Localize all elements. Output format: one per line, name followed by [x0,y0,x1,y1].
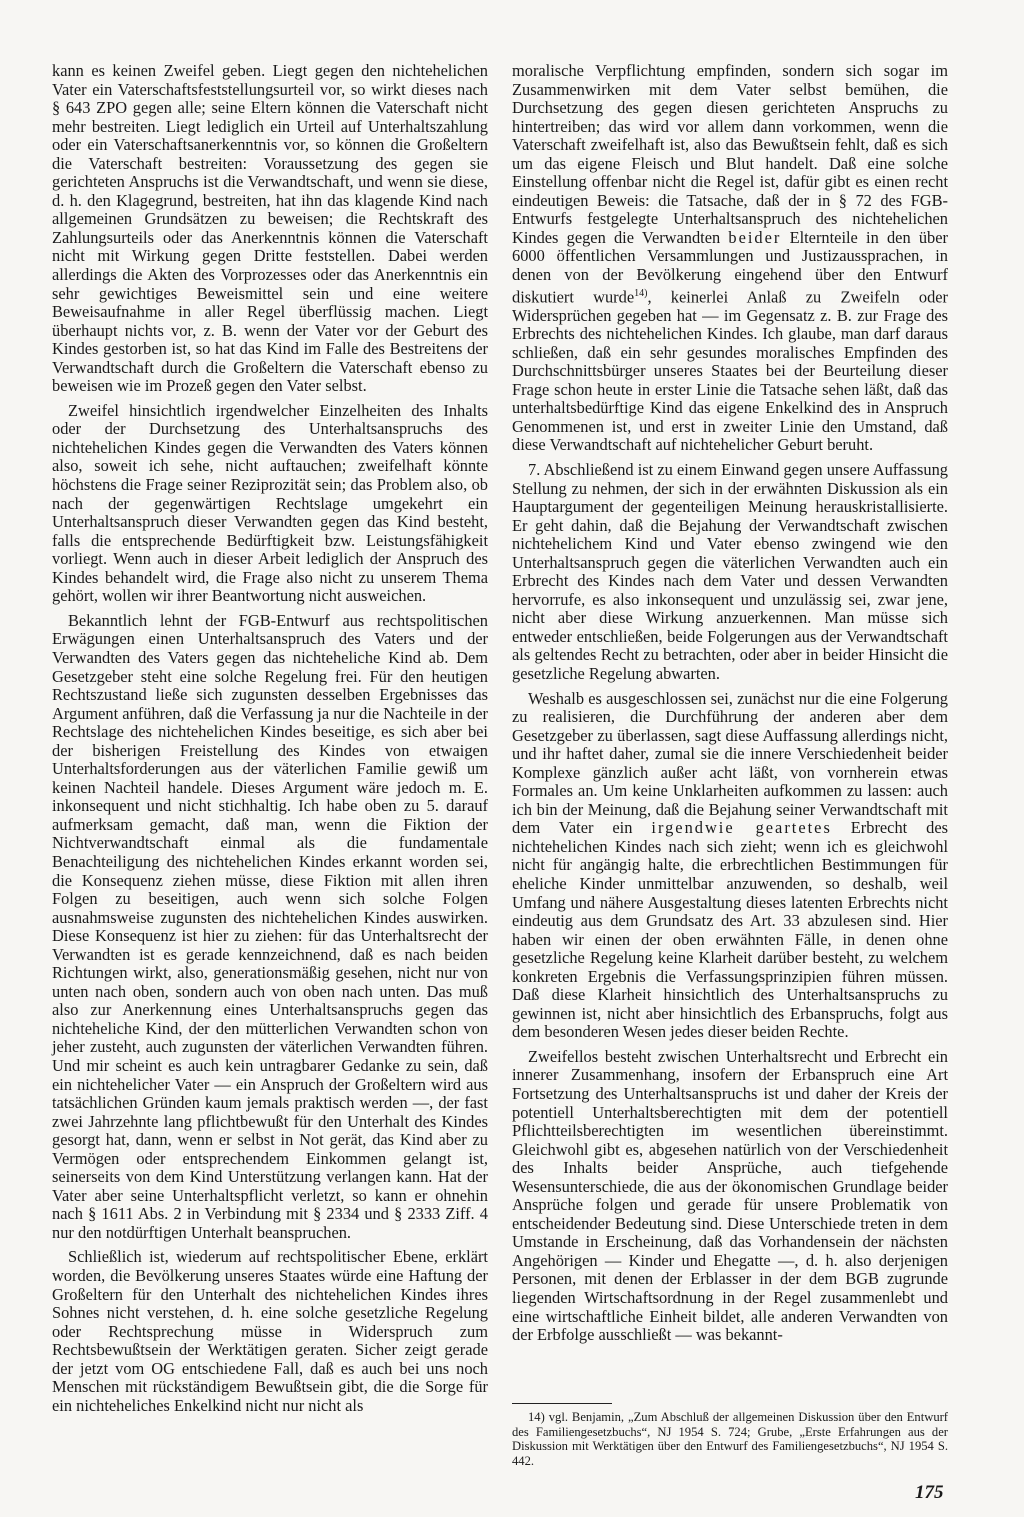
footnote-reference: 14) [634,287,648,299]
emphasized-text: irgendwie geartetes [651,818,832,838]
left-column [52,62,488,1421]
paragraph: moralische Verpflichtung empfinden, sondern sich sogar im Zusammenwirken mit dem Vater selbst bemühen, die Durchsetzung des gegen diesen gerichteten Anspruchs zu hintertreiben; das wird vor allem dann vorkommen, wenn die Vaterschaft zweifelhaft ist, also das Bewußtsein fehlt, daß es sich um das eigene Fleisch und Blut handelt. Daß eine solche Einstellung offenbar nicht die Regel ist, dafür gibt es einen recht eindeutigen Beweis: die Tatsache, daß der in § 72 des FGB-Entwurfs festgelegte Unterhaltsanspruch des nichtehelichen Kindes gegen die Verwandten beider Elternteile in den über 6000 öffentlichen Versammlungen und Justizaussprachen, in denen von der Bevölkerung eingehend über den Entwurf diskutiert wurde$^{14)}$, keinerlei Anlaß zu Zweifeln oder Widersprüchen gegeben hat — im Gegensatz z. B. zur Frage des Erbrechts des nichtehelichen Kindes. Ich glaube, man darf daraus schließen, daß ein sehr gesundes moralisches Empfinden des Durchschnittsbürger unseres Staates bei der Beurteilung dieser Frage schon heute in erster Linie die Tatsache sehen läßt, daß das unterhaltsbedürftige Kind das eigene Enkelkind des in Anspruch Genommenen ist, und erst in zweiter Linie den Umstand, daß diese Verwandtschaft auf nichtehelicher Geburt beruht. [512,61,948,455]
paragraph: Schließlich ist, wiederum auf rechtspolitischer Ebene, erklärt worden, die Bevölkerung unseres Staates würde eine Haftung der Großeltern für den Unterhalt des nichtehelichen Kindes ihres Sohnes nicht verstehen, d. h. eine solche gesetzliche Regelung oder Rechtsprechung müsse in Widerspruch zum Rechtsbewußtsein der Werktätigen geraten. Sicher zeigt gerade der jetzt vom OG entschiedene Fall, daß es auch bei uns noch Menschen mit rückständigem Bewußtsein gibt, die die Sorge für ein nichteheliches Enkelkind nicht nur nicht als [52,1247,488,1415]
paragraph: kann es keinen Zweifel geben. Liegt gegen den nichtehelichen Vater ein Vaterschaftsfeststellungsurteil vor, so wirkt dieses nach § 643 ZPO gegen alle; seine Eltern können die Vaterschaft nicht mehr bestreiten. Liegt lediglich ein Urteil auf Unterhaltszahlung oder ein Vaterschaftsanerkenntnis vor, so können die Großeltern die Vaterschaft bestreiten: Voraussetzung des gegen sie gerichteten Anspruchs ist die Verwandtschaft, und wenn sie diese, d. h. den Klagegrund, bestreiten, hat ihn das klagende Kind nach allgemeinen Grundsätzen zu beweisen; die Rechtskraft des Zahlungsurteils oder das Anerkenntnis können die Vaterschaft nicht mit Wirkung gegen Dritte feststellen. Dabei werden allerdings die Akten des Vorprozesses oder das Anerkenntnis ein sehr gewichtiges Beweismittel sein und eine weitere Beweisaufnahme in aller Regel überflüssig machen. Liegt überhaupt nichts vor, z. B. wenn der Vater vor der Geburt des Kindes gestorben ist, so hat das Kind im Falle des Bestreitens der Verwandtschaft durch die Großeltern die Vaterschaft ebenso zu beweisen wie im Prozeß gegen den Vater selbst. [52,61,488,396]
paragraph: 7. Abschließend ist zu einem Einwand gegen unsere Auffassung Stellung zu nehmen, der sich in der erwähnten Diskussion als ein Hauptargument der gegenteiligen Meinung herauskristallisierte. Er geht dahin, daß die Bejahung der Verwandtschaft zwischen nichtehelichem Kind und Vater ebenso zwingend wie den Unterhaltsanspruch gegen die väterlichen Verwandten auch ein Erbrecht des Kindes nach dem Vater und dessen Verwandten hervorrufe, es also inkonsequent und unzulässig sei, zwar jene, nicht aber diese Wirkung anzuerkennen. Man müsse sich entweder entschließen, beide Folgerungen aus der Verwandtschaft als geltendes Recht zu betrachten, oder aber in beider Hinsicht die gesetzliche Regelung abwarten. [512,459,948,683]
paragraph: Weshalb es ausgeschlossen sei, zunächst nur die eine Folgerung zu realisieren, die Durchführung der anderen aber dem Gesetzgeber zu überlassen, sagt diese Auffassung allerdings nicht, und ihr haftet daher, zumal sie die innere Verschiedenheit beider Komplexe gänzlich außer acht läßt, von vornherein etwas Formales an. Um keine Unklarheiten aufkommen zu lassen: auch ich bin der Meinung, daß die Bejahung seiner Verwandtschaft mit dem Vater ein irgendwie geartetes Erbrecht des nichtehelichen Kindes nach sich zieht; wenn ich es gleichwohl nicht für angängig halte, die erbrechtlichen Bestimmungen für eheliche Kinder unmittelbar anzuwenden, so deshalb, weil Umfang und nähere Ausgestaltung dieses latenten Erbrechts nicht eindeutig aus dem Grundsatz des Art. 33 abzulesen sind. Hier haben wir einen der oben erwähnten Fälle, in denen ohne gesetzliche Regelung keine Klarheit darüber besteht, zu welchem konkreten Ergebnis die Verfassungsprinzipien führen müssen. Daß diese Klarheit hinsichtlich des Unterhaltsanspruchs zu gewinnen ist, nicht aber hinsichtlich des Erbanspruchs, folgt aus dem besonderen Wesen jedes dieser beiden Rechte. [512,688,948,1042]
page-number: 175 [915,1482,944,1503]
paragraph: Bekanntlich lehnt der FGB-Entwurf aus rechtspolitischen Erwägungen einen Unterhaltsanspruch des Vaters und der Verwandten des Vaters gegen das nichteheliche Kind ab. Dem Gesetzgeber steht eine solche Regelung frei. Für den heutigen Rechtszustand ließe sich zugunsten desselben Ergebnisses das Argument anführen, daß die Verfassung ja nur die Nachteile in der Rechtslage des nichtehelichen Kindes beseitige, es sich aber bei der bisherigen Freistellung des Kindes von etwaigen Unterhaltsforderungen aus der väterlichen Familie gewiß um keinen Nachteil handele. Dieses Argument wäre jedoch m. E. inkonsequent und nicht stichhaltig. Ich habe oben zu 5. darauf aufmerksam gemacht, daß man, wenn die Fiktion der Nichtverwandtschaft einmal als die fundamentale Benachteiligung des nichtehelichen Kindes erkannt worden sei, die Konsequenz ziehen müsse, diese Fiktion mit allen ihren Folgen zu beseitigen, auch wenn sich solche Folgen ausnahmsweise zugunsten des nichtehelichen Kindes auswirken. Diese Konsequenz ist hier zu ziehen: für das Unterhaltsrecht der Verwandten ist es gerade kennzeichnend, daß es nach beiden Richtungen wirkt, also, generationsmäßig gesehen, nicht nur von unten nach oben, sondern auch von oben nach unten. Das muß also zur Anerkennung eines Unterhaltsanspruchs gegen das nichteheliche Kind, der den mütterlichen Verwandten schon von jeher zusteht, auch zugunsten der väterlichen Verwandten führen. Und mir scheint es auch kein untragbarer Gedanke zu sein, daß ein nichtehelicher Vater — ein Anspruch der Großeltern wird aus tatsächlichen Gründen kaum jemals praktisch werden —, der fast zwei Jahrzehnte lang pflichtbewußt für den Unterhalt des Kindes gesorgt hat, dann, wenn er selbst in Not gerät, das Kind aber zu Vermögen oder entsprechendem Einkommen gelangt ist, seinerseits von dem Kind Unterstützung verlangen kann. Hat der Vater aber seine Unterhaltspflicht verletzt, so kann er ohnehin nach § 1611 Abs. 2 in Verbindung mit § 2334 und § 2333 Ziff. 4 nur den notdürftigen Unterhalt beanspruchen. [52,610,488,1242]
footnote [512,1410,948,1468]
right-column [512,62,948,1351]
paragraph: Zweifellos besteht zwischen Unterhaltsrecht und Erbrecht ein innerer Zusammenhang, insofern der Erbanspruch eine Art Fortsetzung des Unterhaltsanspruchs ist und daher der Kreis der potentiell Unterhaltsberechtigten mit dem der potentiell Pflichtteilsberechtigten im wesentlichen übereinstimmt. Gleichwohl gibt es, abgesehen natürlich von der Verschiedenheit des Inhalts beider Ansprüche, auch tiefgehende Wesensunterschiede, die aus der ökonomischen Grundlage beider Ansprüche folgen und gerade für unsere Problematik von entscheidender Bedeutung sind. Diese Unterschiede treten in dem Umstande in Erscheinung, daß das Vorhandensein der nächsten Angehörigen — Kinder und Ehegatte —, d. h. also derjenigen Personen, mit denen der Erblasser in der dem BGB zugrunde liegenden Wirtschaftsordnung in der Regel zusammenlebt und eine wirtschaftliche Einheit bildet, alle anderen Verwandten von der Erbfolge ausschließt — was bekannt- [512,1046,948,1345]
emphasized-text: beider [728,227,782,247]
footnote-divider [512,1403,612,1404]
footnote-text: 14) vgl. Benjamin, „Zum Abschluß der allgemeinen Diskussion über den Entwurf des Familiengesetzbuchs“, NJ 1954 S. 724; Grube, „Erste Erfahrungen aus der Diskussion mit Werktätigen über den Entwurf des Familiengesetzbuchs“, NJ 1954 S. 442. [512,1410,948,1468]
paragraph: Zweifel hinsichtlich irgendwelcher Einzelheiten des Inhalts oder der Durchsetzung des Unterhaltsanspruchs des nichtehelichen Kindes gegen die Verwandten des Vaters können also, soweit ich sehe, nicht auftauchen; zweifelhaft könnte höchstens die Frage seiner Reziprozität sein; das Problem also, ob nach der gegenwärtigen Rechtslage umgekehrt ein Unterhaltsanspruch dieser Verwandten gegen das Kind besteht, falls die entsprechende Bedürftigkeit bzw. Leistungsfähigkeit vorliegt. Wenn auch in dieser Arbeit lediglich der Anspruch des Kindes behandelt wird, die Frage also nicht zu unserem Thema gehört, wollen wir ihrer Beantwortung nicht ausweichen. [52,400,488,606]
